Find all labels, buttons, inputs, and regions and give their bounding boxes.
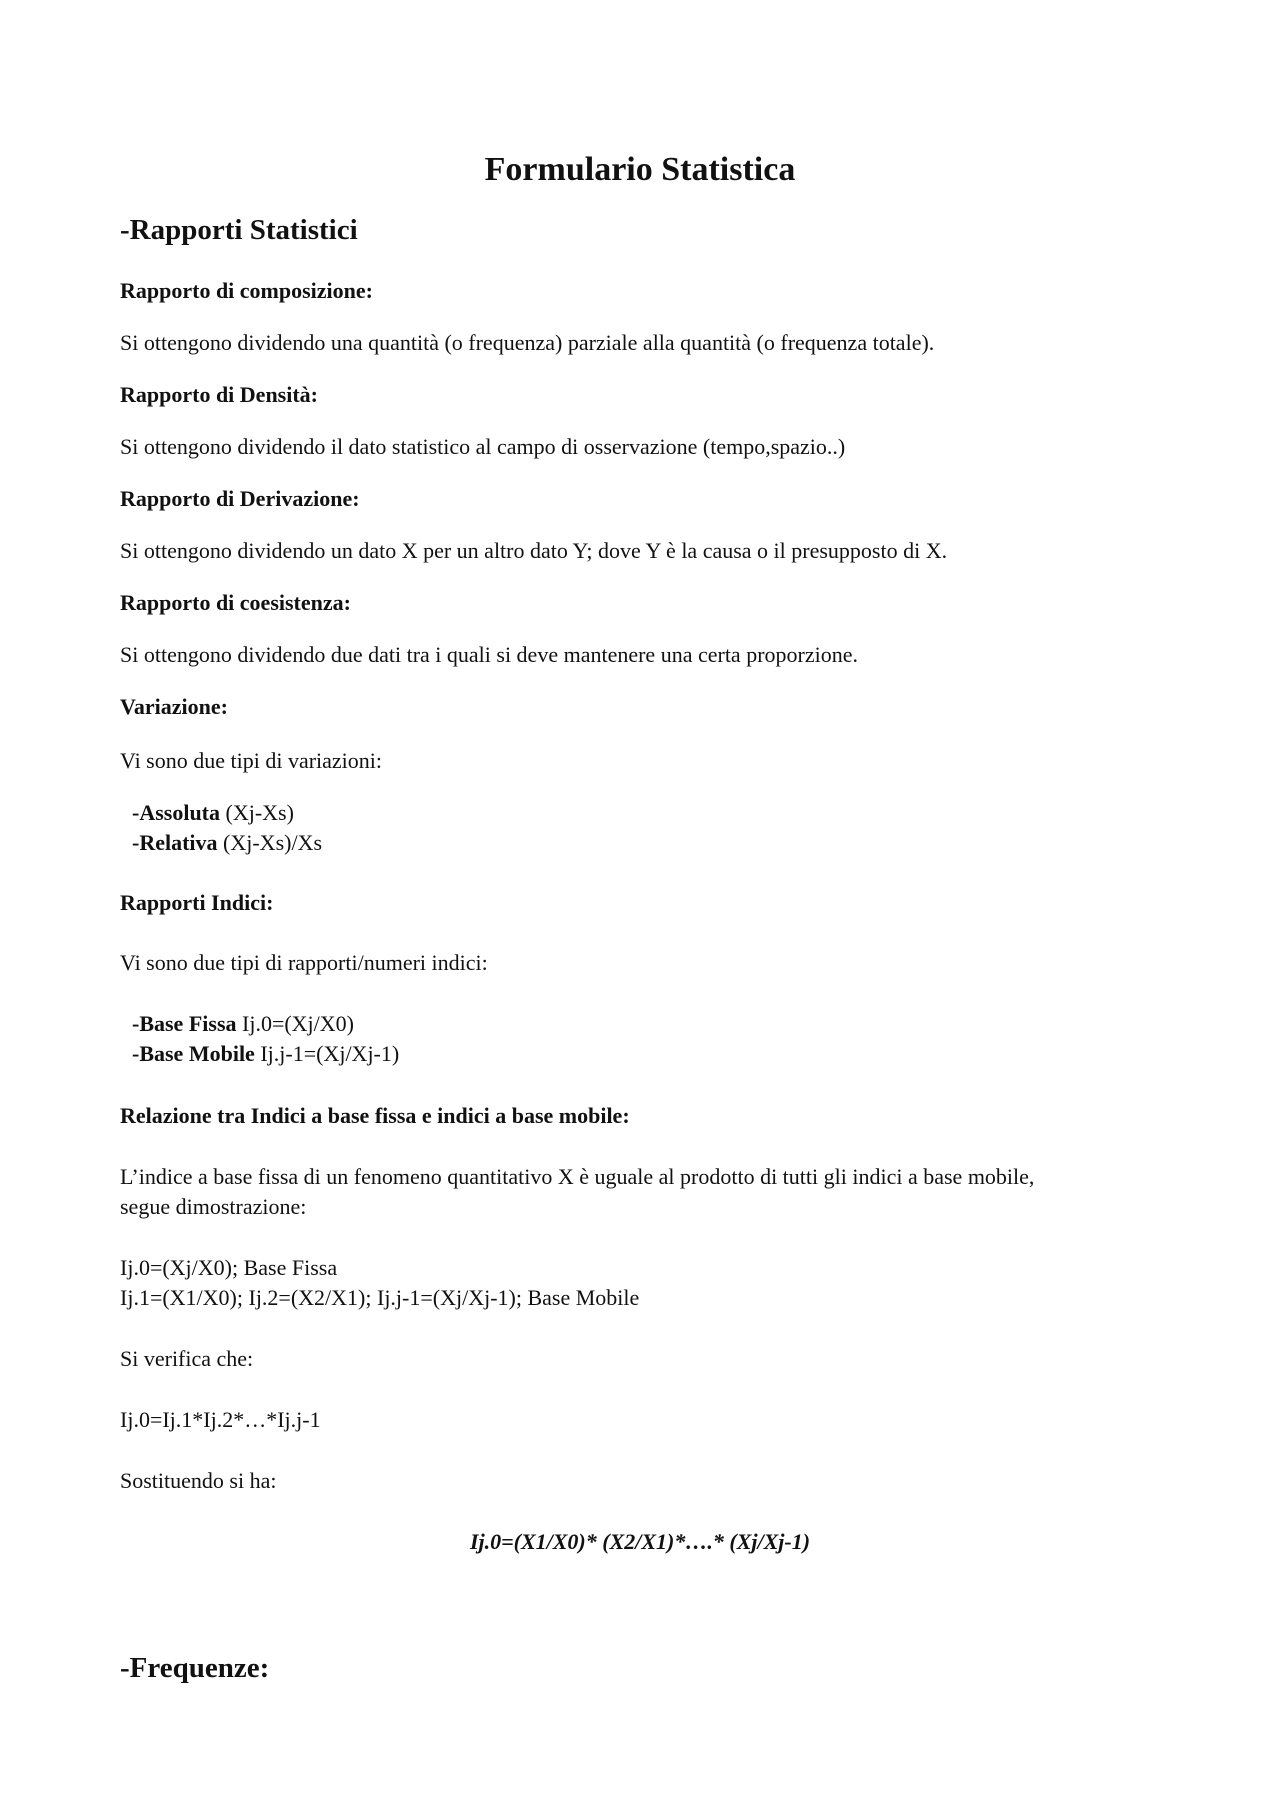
label-assoluta: -Assoluta <box>132 800 221 825</box>
text-rapporto-derivazione: Si ottengono dividendo un dato X per un altro dato Y; dove Y è la causa o il presupposto di X. <box>120 538 948 563</box>
section-heading-rapporti-statistici: -Rapporti Statistici <box>120 214 358 246</box>
equation-base-fissa: Ij.0=(Xj/X0); Base Fissa <box>120 1255 338 1280</box>
formula-base-mobile: Ij.j-1=(Xj/Xj-1) <box>260 1041 400 1066</box>
heading-rapporto-densita: Rapporto di Densità: <box>120 382 319 407</box>
text-rapporto-composizione: Si ottengono dividendo una quantità (o frequenza) parziale alla quantità (o frequenza totale). <box>120 330 935 355</box>
document-title: Formulario Statistica <box>484 151 796 188</box>
text-relazione-line2: segue dimostrazione: <box>120 1194 307 1219</box>
label-relativa: -Relativa <box>132 830 218 855</box>
text-rapporto-densita: Si ottengono dividendo il dato statistico al campo di osservazione (tempo,spazio..) <box>120 434 846 459</box>
heading-rapporto-composizione: Rapporto di composizione: <box>120 278 373 303</box>
list-item-variazione-relativa <box>132 830 322 855</box>
formula-base-fissa: Ij.0=(Xj/X0) <box>242 1011 354 1036</box>
text-variazione-intro: Vi sono due tipi di variazioni: <box>120 748 383 773</box>
text-indici-intro: Vi sono due tipi di rapporti/numeri indici: <box>120 950 488 975</box>
text-rapporto-coesistenza: Si ottengono dividendo due dati tra i quali si deve mantenere una certa proporzione. <box>120 642 858 667</box>
label-base-fissa: -Base Fissa <box>132 1011 237 1036</box>
formula-relativa: (Xj-Xs)/Xs <box>217 830 323 855</box>
final-formula: Ij.0=(X1/X0)* (X2/X1)*….* (Xj/Xj-1) <box>469 1529 811 1554</box>
list-item-base-mobile <box>132 1041 399 1066</box>
label-base-mobile: -Base Mobile <box>132 1041 255 1066</box>
list-item-variazione-assoluta <box>132 800 294 825</box>
list-item-base-fissa <box>132 1011 354 1036</box>
heading-relazione-indici: Relazione tra Indici a base fissa e indici a base mobile: <box>120 1103 630 1128</box>
heading-rapporti-indici: Rapporti Indici: <box>120 890 274 915</box>
formula-assoluta: (Xj-Xs) <box>220 800 294 825</box>
heading-variazione: Variazione: <box>120 694 228 719</box>
text-sostituendo: Sostituendo si ha: <box>120 1468 277 1493</box>
equation-verifica: Ij.0=Ij.1*Ij.2*…*Ij.j-1 <box>120 1407 321 1432</box>
text-si-verifica: Si verifica che: <box>120 1346 254 1371</box>
heading-rapporto-derivazione: Rapporto di Derivazione: <box>120 486 360 511</box>
text-relazione-line1: L’indice a base fissa di un fenomeno quantitativo X è uguale al prodotto di tutti gli indici a base mobile, <box>120 1164 1035 1189</box>
heading-rapporto-coesistenza: Rapporto di coesistenza: <box>120 590 351 615</box>
equation-base-mobile: Ij.1=(X1/X0); Ij.2=(X2/X1); Ij.j-1=(Xj/Xj-1); Base Mobile <box>120 1285 640 1310</box>
section-heading-frequenze: -Frequenze: <box>120 1652 270 1684</box>
